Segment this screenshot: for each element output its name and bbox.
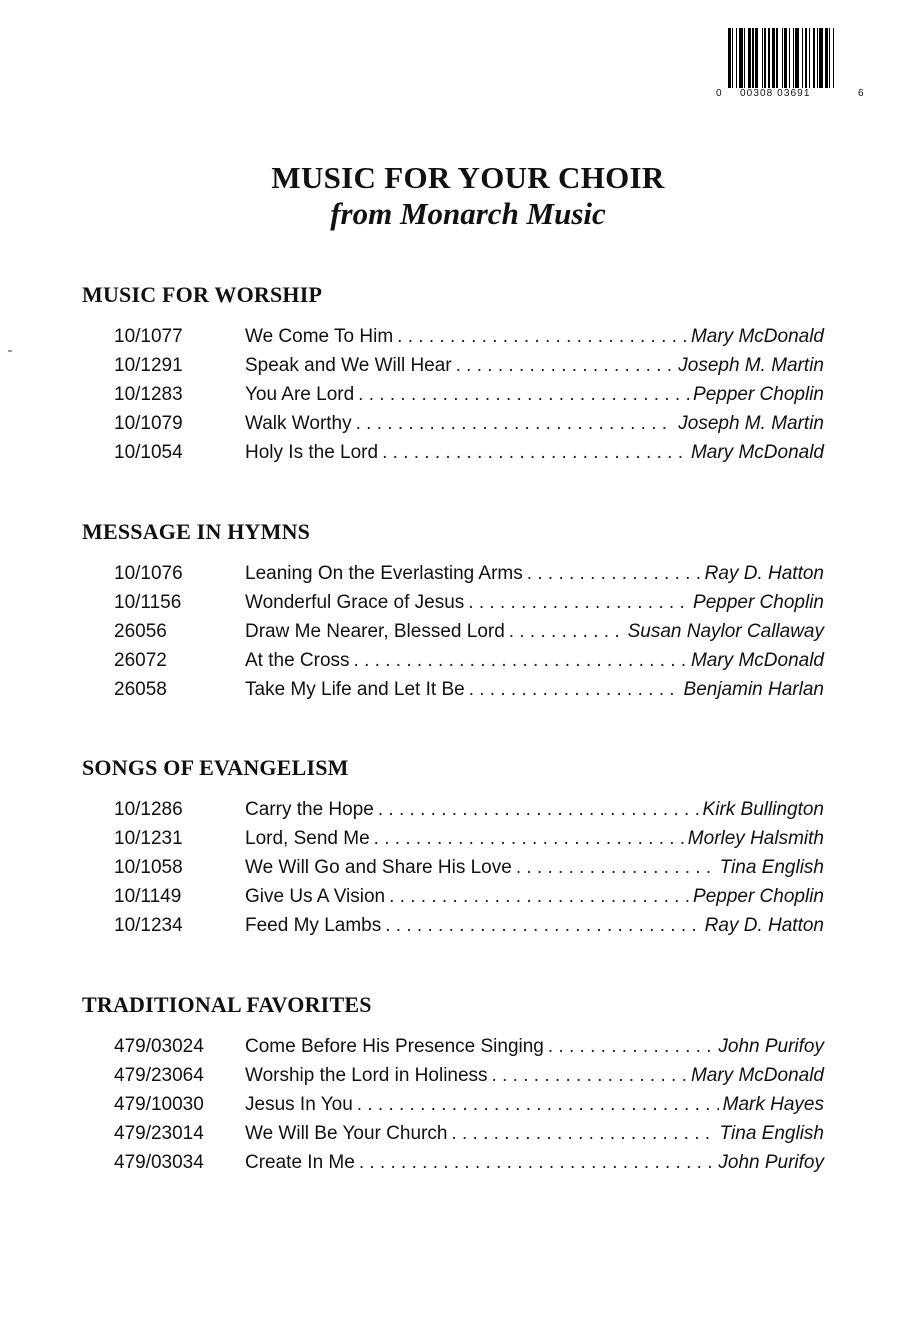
composer-name: Morley Halsmith [687,828,824,849]
barcode-middle-digits: 00308 03691 [740,88,811,99]
dot-leader [548,1036,715,1058]
catalog-code: 10/1149 [114,886,182,907]
upc-barcode [714,24,870,102]
catalog-code: 10/1291 [114,355,183,376]
catalog-entry [114,650,824,676]
dot-leader [451,1123,715,1145]
section-heading-traditional: TRADITIONAL FAVORITES [82,992,372,1017]
catalog-entry [114,355,824,381]
page-subtitle: from Monarch Music [330,196,606,231]
song-title: Draw Me Nearer, Blessed Lord [245,621,505,642]
catalog-entry [114,679,824,705]
catalog-code: 479/03024 [114,1036,204,1057]
catalog-entry [114,915,824,941]
scan-edge-mark [8,350,12,352]
dot-leader [468,592,689,614]
song-title: We Come To Him [245,326,394,347]
song-title: Feed My Lambs [245,915,382,936]
dot-leader [359,1152,715,1174]
composer-name: Benjamin Harlan [683,679,824,700]
section-heading-evangelism: SONGS OF EVANGELISM [82,755,349,780]
composer-name: Pepper Choplin [693,384,824,405]
catalog-entry [114,1152,824,1178]
catalog-code: 10/1058 [114,857,183,878]
catalog-entry [114,384,824,410]
catalog-entry [114,1123,824,1149]
catalog-code: 10/1156 [114,592,182,613]
composer-name: Tina English [719,857,824,878]
catalog-entry [114,442,824,468]
barcode-right-digit: 6 [858,88,865,99]
dot-leader [385,915,700,937]
catalog-entry [114,413,824,439]
catalog-code: 479/03034 [114,1152,204,1173]
song-title: Give Us A Vision [245,886,386,907]
composer-name: John Purifoy [718,1036,824,1057]
song-title: We Will Be Your Church [245,1123,448,1144]
song-title: Jesus In You [245,1094,353,1115]
dot-leader [516,857,716,879]
catalog-code: 479/10030 [114,1094,204,1115]
song-title: You Are Lord [245,384,355,405]
composer-name: Joseph M. Martin [678,355,824,376]
dot-leader [356,413,675,435]
catalog-code: 10/1054 [114,442,183,463]
song-title: We Will Go and Share His Love [245,857,512,878]
composer-name: Tina English [719,1123,824,1144]
composer-name: Joseph M. Martin [678,413,824,434]
dot-leader [509,621,624,643]
dot-leader [358,384,689,406]
composer-name: Kirk Bullington [702,799,824,820]
song-title: Walk Worthy [245,413,352,434]
catalog-code: 26072 [114,650,167,671]
catalog-entry [114,563,824,589]
catalog-code: 26056 [114,621,167,642]
dot-leader [389,886,689,908]
catalog-entry [114,1036,824,1062]
catalog-code: 10/1231 [114,828,183,849]
dot-leader [397,326,687,348]
barcode-left-digit: 0 [716,88,723,99]
catalog-code: 10/1234 [114,915,183,936]
catalog-entry [114,857,824,883]
composer-name: Susan Naylor Callaway [627,621,824,642]
song-title: Holy Is the Lord [245,442,379,463]
catalog-code: 479/23014 [114,1123,204,1144]
catalog-entry [114,799,824,825]
barcode-space [834,28,835,88]
catalog-code: 26058 [114,679,167,700]
song-title: Carry the Hope [245,799,374,820]
song-title: Take My Life and Let It Be [245,679,465,700]
catalog-code: 10/1076 [114,563,183,584]
composer-name: Mary McDonald [690,326,824,347]
composer-name: Pepper Choplin [693,886,824,907]
dot-leader [492,1065,687,1087]
composer-name: Ray D. Hatton [704,915,824,936]
catalog-entry [114,1094,824,1120]
dot-leader [469,679,680,701]
catalog-entry [114,326,824,352]
composer-name: Mary McDonald [690,650,824,671]
section-heading-hymns: MESSAGE IN HYMNS [82,519,311,544]
catalog-entry [114,1065,824,1091]
barcode-bars [728,28,868,88]
catalog-code: 10/1079 [114,413,183,434]
catalog-entry [114,886,824,912]
catalog-code: 10/1286 [114,799,183,820]
dot-leader [527,563,701,585]
dot-leader [374,828,684,850]
song-title: Come Before His Presence Singing [245,1036,544,1057]
catalog-code: 479/23064 [114,1065,204,1086]
composer-name: Mary McDonald [690,1065,824,1086]
song-title: Create In Me [245,1152,355,1173]
catalog-entry [114,592,824,618]
song-title: Lord, Send Me [245,828,370,849]
song-title: Wonderful Grace of Jesus [245,592,465,613]
composer-name: Ray D. Hatton [704,563,824,584]
catalog-code: 10/1283 [114,384,183,405]
catalog-entry [114,621,824,647]
dot-leader [456,355,675,377]
song-title: Worship the Lord in Holiness [245,1065,488,1086]
composer-name: John Purifoy [718,1152,824,1173]
song-title: Leaning On the Everlasting Arms [245,563,523,584]
page-title: MUSIC FOR YOUR CHOIR [271,160,665,195]
dot-leader [354,650,687,672]
dot-leader [357,1094,719,1116]
composer-name: Mark Hayes [722,1094,824,1115]
song-title: At the Cross [245,650,350,671]
section-heading-worship: MUSIC FOR WORSHIP [82,282,323,307]
dot-leader [378,799,699,821]
composer-name: Pepper Choplin [693,592,824,613]
dot-leader [382,442,687,464]
composer-name: Mary McDonald [690,442,824,463]
song-title: Speak and We Will Hear [245,355,452,376]
catalog-code: 10/1077 [114,326,183,347]
catalog-entry [114,828,824,854]
